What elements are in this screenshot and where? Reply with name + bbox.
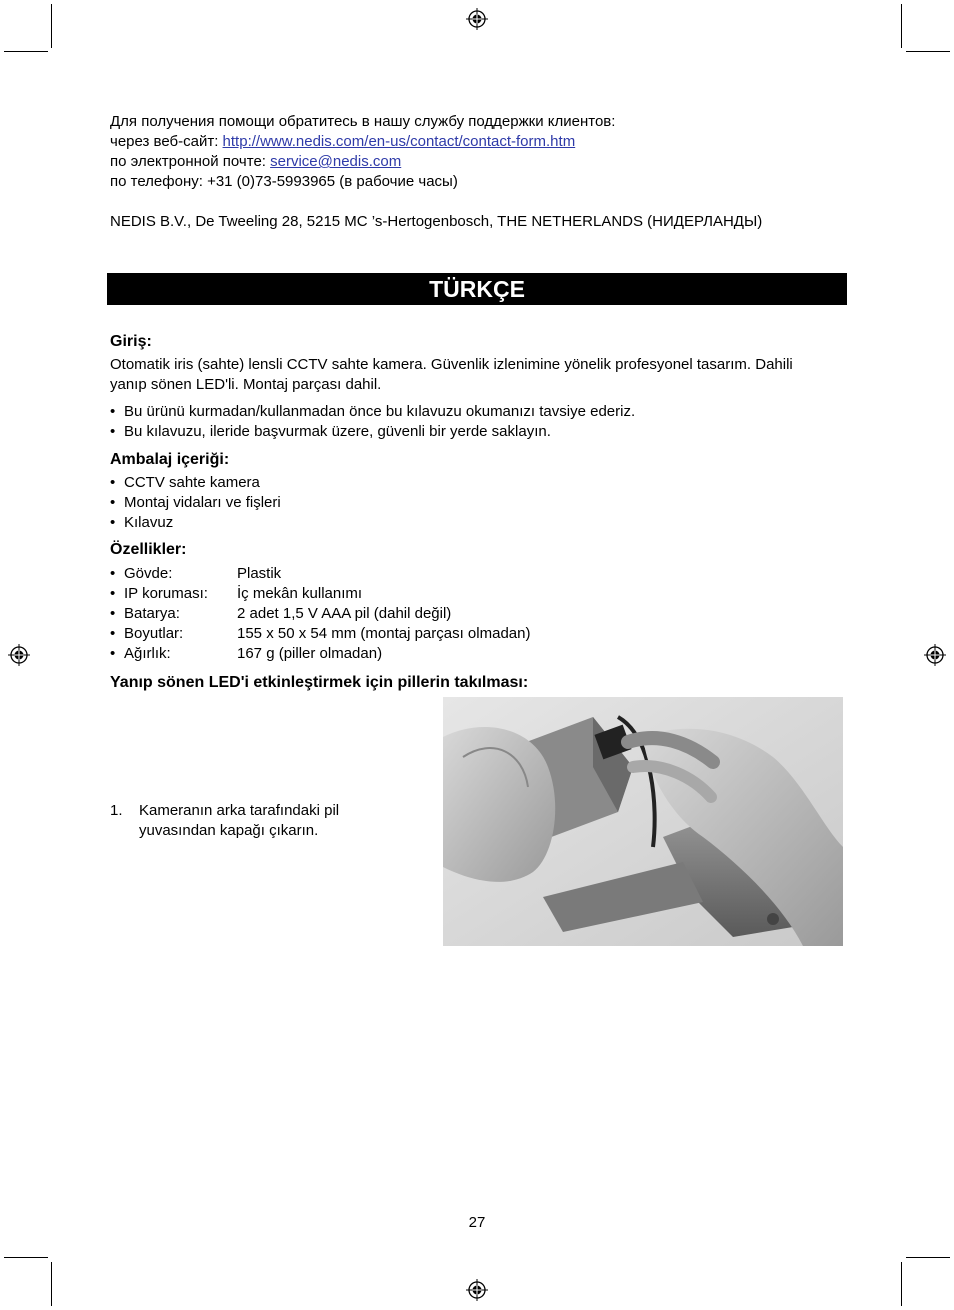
package-list [110, 473, 281, 533]
step-number: 1. [110, 802, 123, 819]
spec-value: 167 g (piller olmadan) [237, 645, 383, 662]
spec-key: Boyutlar: [124, 625, 184, 642]
crop-mark [51, 4, 52, 48]
intro-heading: Giriş: [110, 333, 152, 350]
features-heading: Özellikler: [110, 541, 187, 558]
support-phone: по телефону: +31 (0)73-5993965 (в рабочие часы) [110, 173, 458, 190]
support-email-link[interactable]: service@nedis.com [270, 153, 402, 170]
spec-row [110, 644, 530, 664]
spec-key: Ağırlık: [124, 645, 171, 662]
spec-key: Gövde: [124, 565, 173, 582]
registration-mark-icon [466, 8, 488, 30]
spec-key: Batarya: [124, 605, 180, 622]
intro-paragraph-line: yanıp sönen LED'li. Montaj parçası dahil. [110, 376, 382, 393]
page-number: 27 [468, 1214, 486, 1231]
support-email-prefix: по электронной почте: [110, 153, 271, 170]
intro-paragraph [110, 355, 855, 395]
list-item: • Kılavuz [110, 513, 281, 533]
registration-mark-icon [466, 1279, 488, 1301]
support-intro: Для получения помощи обратитесь в нашу службу поддержки клиентов: [110, 113, 616, 130]
step-text-line: yuvasından kapağı çıkarın. [139, 822, 319, 839]
crop-mark [4, 51, 48, 52]
spec-value: 2 adet 1,5 V AAA pil (dahil değil) [237, 605, 452, 622]
package-heading: Ambalaj içeriği: [110, 451, 230, 468]
section-title-banner: TÜRKÇE [107, 273, 847, 305]
support-contact-block [110, 112, 870, 232]
crop-mark [906, 51, 950, 52]
spec-row [110, 564, 530, 584]
spec-value: Plastik [237, 565, 282, 582]
spec-key: IP koruması: [124, 585, 208, 602]
spec-row [110, 604, 530, 624]
camera-battery-photo [443, 697, 843, 946]
specs-list [110, 564, 530, 664]
step-text-line: Kameranın arka tarafındaki pil [139, 802, 340, 819]
list-item: • CCTV sahte kamera [110, 473, 281, 493]
crop-mark [906, 1257, 950, 1258]
spec-row [110, 624, 530, 644]
list-item: • Montaj vidaları ve fişleri [110, 493, 281, 513]
list-item: • Bu kılavuzu, ileride başvurmak üzere, güvenli bir yerde saklayın. [110, 422, 635, 442]
support-web-prefix: через веб-сайт: [110, 133, 223, 150]
support-web-link[interactable]: http://www.nedis.com/en-us/contact/contact-form.htm [222, 133, 576, 150]
registration-mark-icon [8, 644, 30, 666]
support-email-line [110, 152, 870, 172]
spec-value: İç mekân kullanımı [237, 585, 363, 602]
spec-row [110, 584, 530, 604]
company-address: NEDIS B.V., De Tweeling 28, 5215 MC ’s-Hertogenbosch, THE NETHERLANDS (НИДЕРЛАНДЫ) [110, 213, 763, 230]
intro-paragraph-line: Otomatik iris (sahte) lensli CCTV sahte kamera. Güvenlik izlenimine yönelik profesyonel tasarım. Dahili [110, 356, 793, 373]
spec-value: 155 x 50 x 54 mm (montaj parçası olmadan) [237, 625, 531, 642]
list-item: • Bu ürünü kurmadan/kullanmadan önce bu kılavuzu okumanızı tavsiye ederiz. [110, 402, 635, 422]
crop-mark [901, 1262, 902, 1306]
registration-mark-icon [924, 644, 946, 666]
crop-mark [51, 1262, 52, 1306]
step-text [139, 801, 379, 841]
crop-mark [901, 4, 902, 48]
battery-heading: Yanıp sönen LED'i etkinleştirmek için pillerin takılması: [110, 674, 529, 691]
support-web-line [110, 132, 870, 152]
crop-mark [4, 1257, 48, 1258]
intro-bullet-list [110, 402, 635, 442]
